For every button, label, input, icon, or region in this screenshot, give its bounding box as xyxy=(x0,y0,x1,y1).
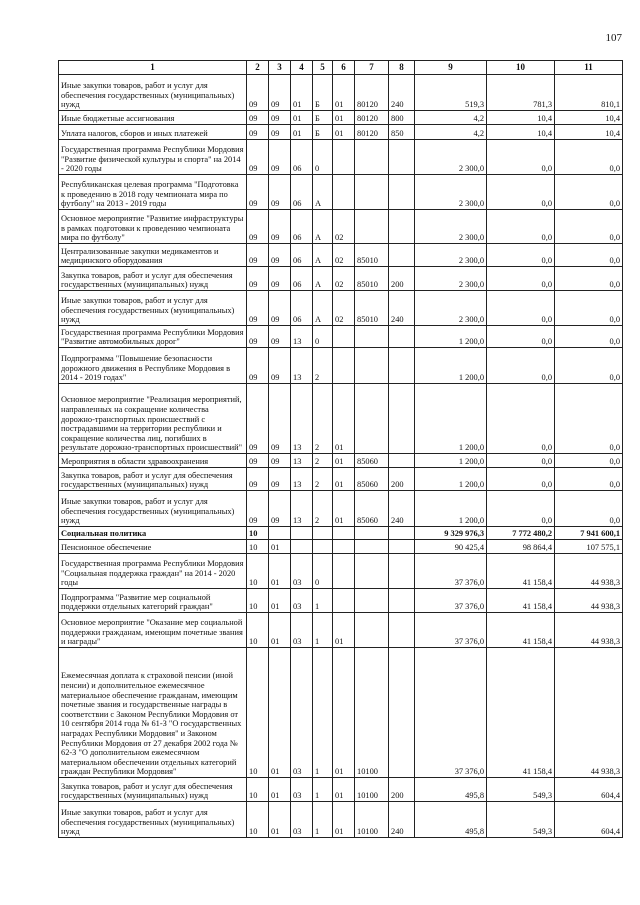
section-code: 10 xyxy=(247,527,269,540)
amount-col11: 44 938,3 xyxy=(555,613,623,648)
row-name: Подпрограмма "Развитие мер социальной поддержки отдельных категорий граждан" xyxy=(59,589,247,613)
program-code: 06 xyxy=(291,140,313,175)
header-row xyxy=(59,61,623,75)
activity-code: 01 xyxy=(333,648,355,778)
activity-code xyxy=(333,540,355,554)
amount-col9: 4,2 xyxy=(415,111,487,125)
expense-type-code xyxy=(389,210,415,244)
expense-type-code: 240 xyxy=(389,291,415,326)
direction-code xyxy=(355,140,389,175)
row-name: Иные закупки товаров, работ и услуг для обеспечения государственных (муниципальных) нужд xyxy=(59,491,247,527)
row-name: Республиканская целевая программа "Подготовка к проведению в 2018 году чемпионата мира по футболу" на 2013 - 2019 годы xyxy=(59,175,247,210)
expense-type-code xyxy=(389,554,415,589)
subsection-code: 09 xyxy=(269,267,291,291)
program-code: 13 xyxy=(291,491,313,527)
table-row xyxy=(59,802,623,838)
section-code: 09 xyxy=(247,75,269,111)
budget-table-body xyxy=(59,75,623,838)
amount-col11: 0,0 xyxy=(555,267,623,291)
direction-code: 85010 xyxy=(355,267,389,291)
header-cell: 3 xyxy=(269,61,291,75)
amount-col9: 2 300,0 xyxy=(415,267,487,291)
row-name: Иные закупки товаров, работ и услуг для обеспечения государственных (муниципальных) нужд xyxy=(59,291,247,326)
subsection-code: 01 xyxy=(269,589,291,613)
amount-col11: 0,0 xyxy=(555,491,623,527)
expense-type-code xyxy=(389,527,415,540)
subprogram-code: 0 xyxy=(313,140,333,175)
expense-type-code: 200 xyxy=(389,468,415,491)
amount-col11: 107 575,1 xyxy=(555,540,623,554)
section-code: 09 xyxy=(247,175,269,210)
amount-col10: 10,4 xyxy=(487,125,555,140)
activity-code: 01 xyxy=(333,111,355,125)
row-name: Государственная программа Республики Мордовия "Социальная поддержка граждан" на 2014 - 2020 годы xyxy=(59,554,247,589)
direction-code xyxy=(355,527,389,540)
activity-code: 01 xyxy=(333,468,355,491)
amount-col10: 0,0 xyxy=(487,348,555,384)
program-code: 03 xyxy=(291,589,313,613)
header-cell: 10 xyxy=(487,61,555,75)
subprogram-code: А xyxy=(313,267,333,291)
amount-col9: 1 200,0 xyxy=(415,326,487,348)
subsection-code: 01 xyxy=(269,802,291,838)
amount-col10: 41 158,4 xyxy=(487,589,555,613)
activity-code: 01 xyxy=(333,778,355,802)
program-code: 01 xyxy=(291,125,313,140)
section-code: 09 xyxy=(247,140,269,175)
activity-code: 01 xyxy=(333,613,355,648)
amount-col11: 810,1 xyxy=(555,75,623,111)
activity-code xyxy=(333,348,355,384)
activity-code xyxy=(333,589,355,613)
direction-code xyxy=(355,384,389,454)
section-code: 10 xyxy=(247,648,269,778)
expense-type-code xyxy=(389,348,415,384)
subsection-code: 01 xyxy=(269,613,291,648)
subsection-code: 09 xyxy=(269,244,291,267)
table-row xyxy=(59,454,623,468)
amount-col11: 0,0 xyxy=(555,384,623,454)
row-name: Государственная программа Республики Мордовия "Развитие физической культуры и спорта" на 2014 - 2020 годы xyxy=(59,140,247,175)
amount-col11: 0,0 xyxy=(555,140,623,175)
section-code: 09 xyxy=(247,326,269,348)
direction-code: 10100 xyxy=(355,648,389,778)
program-code xyxy=(291,540,313,554)
expense-type-code xyxy=(389,540,415,554)
subprogram-code xyxy=(313,540,333,554)
amount-col11: 0,0 xyxy=(555,326,623,348)
subprogram-code: 2 xyxy=(313,468,333,491)
amount-col10: 41 158,4 xyxy=(487,648,555,778)
subprogram-code: Б xyxy=(313,125,333,140)
row-name: Основное мероприятие "Реализация мероприятий, направленных на сокращение количества дорожно-транспортных происшествий с пострадавшими на территории республики и сокращение количества лиц, погибших в результате дорожно-транспортных происшествий" xyxy=(59,384,247,454)
row-name: Основное мероприятие "Развитие инфраструктуры в рамках подготовки к проведению чемпионата мира по футболу" xyxy=(59,210,247,244)
section-code: 09 xyxy=(247,125,269,140)
expense-type-code: 240 xyxy=(389,75,415,111)
activity-code: 02 xyxy=(333,244,355,267)
header-cell: 6 xyxy=(333,61,355,75)
subsection-code: 09 xyxy=(269,291,291,326)
amount-col9: 1 200,0 xyxy=(415,454,487,468)
row-name: Мероприятия в области здравоохранения xyxy=(59,454,247,468)
subsection-code: 09 xyxy=(269,468,291,491)
direction-code: 80120 xyxy=(355,111,389,125)
direction-code xyxy=(355,348,389,384)
section-code: 10 xyxy=(247,778,269,802)
amount-col11: 10,4 xyxy=(555,125,623,140)
activity-code: 01 xyxy=(333,454,355,468)
direction-code xyxy=(355,175,389,210)
amount-col9: 495,8 xyxy=(415,802,487,838)
expense-type-code: 240 xyxy=(389,802,415,838)
subsection-code: 01 xyxy=(269,540,291,554)
table-row xyxy=(59,111,623,125)
table-row xyxy=(59,648,623,778)
amount-col11: 44 938,3 xyxy=(555,554,623,589)
program-code: 03 xyxy=(291,778,313,802)
table-row xyxy=(59,554,623,589)
subprogram-code: 1 xyxy=(313,613,333,648)
section-code: 09 xyxy=(247,454,269,468)
table-row xyxy=(59,527,623,540)
header-cell: 9 xyxy=(415,61,487,75)
section-code: 10 xyxy=(247,540,269,554)
amount-col10: 0,0 xyxy=(487,384,555,454)
amount-col9: 1 200,0 xyxy=(415,348,487,384)
table-row xyxy=(59,613,623,648)
subprogram-code: 1 xyxy=(313,778,333,802)
amount-col11: 44 938,3 xyxy=(555,589,623,613)
expense-type-code: 200 xyxy=(389,267,415,291)
program-code: 06 xyxy=(291,267,313,291)
program-code: 06 xyxy=(291,291,313,326)
program-code: 01 xyxy=(291,75,313,111)
program-code: 13 xyxy=(291,468,313,491)
table-row xyxy=(59,540,623,554)
program-code: 06 xyxy=(291,210,313,244)
direction-code: 10100 xyxy=(355,778,389,802)
table-row xyxy=(59,384,623,454)
subsection-code: 01 xyxy=(269,554,291,589)
amount-col10: 41 158,4 xyxy=(487,554,555,589)
amount-col11: 0,0 xyxy=(555,291,623,326)
subsection-code: 09 xyxy=(269,210,291,244)
subsection-code: 09 xyxy=(269,348,291,384)
subprogram-code: А xyxy=(313,291,333,326)
table-row xyxy=(59,326,623,348)
amount-col9: 1 200,0 xyxy=(415,384,487,454)
row-name: Иные закупки товаров, работ и услуг для обеспечения государственных (муниципальных) нужд xyxy=(59,75,247,111)
subsection-code: 01 xyxy=(269,648,291,778)
table-row xyxy=(59,491,623,527)
direction-code xyxy=(355,554,389,589)
expense-type-code xyxy=(389,244,415,267)
direction-code xyxy=(355,613,389,648)
subprogram-code: 2 xyxy=(313,491,333,527)
subsection-code: 09 xyxy=(269,175,291,210)
amount-col9: 2 300,0 xyxy=(415,175,487,210)
amount-col10: 549,3 xyxy=(487,802,555,838)
expense-type-code xyxy=(389,175,415,210)
section-code: 09 xyxy=(247,244,269,267)
expense-type-code xyxy=(389,648,415,778)
subprogram-code: А xyxy=(313,210,333,244)
header-cell: 5 xyxy=(313,61,333,75)
amount-col9: 495,8 xyxy=(415,778,487,802)
row-name: Централизованные закупки медикаментов и медицинского оборудования xyxy=(59,244,247,267)
subsection-code: 09 xyxy=(269,491,291,527)
subprogram-code: А xyxy=(313,175,333,210)
amount-col9: 519,3 xyxy=(415,75,487,111)
amount-col9: 1 200,0 xyxy=(415,468,487,491)
amount-col10: 0,0 xyxy=(487,267,555,291)
section-code: 10 xyxy=(247,802,269,838)
amount-col9: 37 376,0 xyxy=(415,648,487,778)
subprogram-code xyxy=(313,527,333,540)
activity-code: 02 xyxy=(333,267,355,291)
direction-code xyxy=(355,540,389,554)
direction-code: 80120 xyxy=(355,125,389,140)
subsection-code: 09 xyxy=(269,326,291,348)
amount-col11: 0,0 xyxy=(555,244,623,267)
direction-code xyxy=(355,326,389,348)
row-name: Закупка товаров, работ и услуг для обеспечения государственных (муниципальных) нужд xyxy=(59,267,247,291)
amount-col10: 0,0 xyxy=(487,291,555,326)
direction-code: 85060 xyxy=(355,491,389,527)
amount-col11: 0,0 xyxy=(555,468,623,491)
table-row xyxy=(59,210,623,244)
table-row xyxy=(59,125,623,140)
expense-type-code: 850 xyxy=(389,125,415,140)
row-name: Иные бюджетные ассигнования xyxy=(59,111,247,125)
table-row xyxy=(59,244,623,267)
row-name: Закупка товаров, работ и услуг для обеспечения государственных (муниципальных) нужд xyxy=(59,778,247,802)
subprogram-code: Б xyxy=(313,75,333,111)
amount-col11: 10,4 xyxy=(555,111,623,125)
section-code: 09 xyxy=(247,267,269,291)
table-row xyxy=(59,75,623,111)
direction-code: 85060 xyxy=(355,468,389,491)
direction-code xyxy=(355,210,389,244)
amount-col10: 98 864,4 xyxy=(487,540,555,554)
direction-code: 80120 xyxy=(355,75,389,111)
amount-col9: 9 329 976,3 xyxy=(415,527,487,540)
activity-code xyxy=(333,326,355,348)
section-code: 09 xyxy=(247,348,269,384)
amount-col11: 0,0 xyxy=(555,348,623,384)
subsection-code: 09 xyxy=(269,125,291,140)
amount-col11: 7 941 600,1 xyxy=(555,527,623,540)
subprogram-code: Б xyxy=(313,111,333,125)
section-code: 09 xyxy=(247,111,269,125)
row-name: Основное мероприятие "Оказание мер социальной поддержки гражданам, имеющим почетные звания и награды" xyxy=(59,613,247,648)
amount-col9: 2 300,0 xyxy=(415,140,487,175)
row-name: Уплата налогов, сборов и иных платежей xyxy=(59,125,247,140)
section-code: 10 xyxy=(247,589,269,613)
row-name: Пенсионное обеспечение xyxy=(59,540,247,554)
row-name: Государственная программа Республики Мордовия "Развитие автомобильных дорог" xyxy=(59,326,247,348)
section-code: 09 xyxy=(247,210,269,244)
table-row xyxy=(59,589,623,613)
amount-col9: 2 300,0 xyxy=(415,291,487,326)
subsection-code: 09 xyxy=(269,140,291,175)
amount-col10: 0,0 xyxy=(487,175,555,210)
row-name: Закупка товаров, работ и услуг для обеспечения государственных (муниципальных) нужд xyxy=(59,468,247,491)
subprogram-code: 1 xyxy=(313,589,333,613)
amount-col11: 604,4 xyxy=(555,802,623,838)
program-code: 03 xyxy=(291,613,313,648)
row-name: Ежемесячная доплата к страховой пенсии (иной пенсии) и дополнительное ежемесячное материальное обеспечение гражданам, имеющим почетные звания и государственные награды в соответствии с Законом Республики Мордовия от 10 сентября 2014 года № 61-З "О государственных наградах Республики Мордовия" и Законом Республики Мордовия от 27 декабря 2002 года № 62-З "О дополнительном ежемесячном материальном обеспечении отдельных категорий граждан Республики Мордовия" xyxy=(59,648,247,778)
header-cell: 1 xyxy=(59,61,247,75)
amount-col10: 0,0 xyxy=(487,244,555,267)
amount-col10: 10,4 xyxy=(487,111,555,125)
amount-col9: 37 376,0 xyxy=(415,554,487,589)
section-code: 09 xyxy=(247,384,269,454)
program-code: 13 xyxy=(291,384,313,454)
amount-col9: 4,2 xyxy=(415,125,487,140)
table-row xyxy=(59,348,623,384)
subprogram-code: 0 xyxy=(313,326,333,348)
subprogram-code: 2 xyxy=(313,348,333,384)
subprogram-code: 2 xyxy=(313,454,333,468)
amount-col11: 44 938,3 xyxy=(555,648,623,778)
expense-type-code: 800 xyxy=(389,111,415,125)
section-code: 09 xyxy=(247,291,269,326)
amount-col9: 37 376,0 xyxy=(415,589,487,613)
expense-type-code: 240 xyxy=(389,491,415,527)
amount-col10: 0,0 xyxy=(487,140,555,175)
program-code: 13 xyxy=(291,454,313,468)
subprogram-code: 1 xyxy=(313,648,333,778)
expense-type-code: 200 xyxy=(389,778,415,802)
row-name: Социальная политика xyxy=(59,527,247,540)
header-cell: 8 xyxy=(389,61,415,75)
direction-code: 85010 xyxy=(355,291,389,326)
amount-col10: 781,3 xyxy=(487,75,555,111)
table-row xyxy=(59,468,623,491)
subsection-code: 01 xyxy=(269,778,291,802)
program-code: 06 xyxy=(291,244,313,267)
activity-code xyxy=(333,554,355,589)
expense-type-code xyxy=(389,454,415,468)
amount-col9: 37 376,0 xyxy=(415,613,487,648)
activity-code xyxy=(333,140,355,175)
activity-code: 01 xyxy=(333,125,355,140)
amount-col9: 1 200,0 xyxy=(415,491,487,527)
program-code: 03 xyxy=(291,802,313,838)
amount-col10: 7 772 480,2 xyxy=(487,527,555,540)
program-code: 01 xyxy=(291,111,313,125)
program-code: 06 xyxy=(291,175,313,210)
subprogram-code: 0 xyxy=(313,554,333,589)
program-code: 13 xyxy=(291,326,313,348)
header-cell: 2 xyxy=(247,61,269,75)
amount-col10: 0,0 xyxy=(487,326,555,348)
budget-table xyxy=(58,60,623,838)
section-code: 10 xyxy=(247,613,269,648)
amount-col11: 0,0 xyxy=(555,210,623,244)
direction-code: 85010 xyxy=(355,244,389,267)
expense-type-code xyxy=(389,589,415,613)
amount-col9: 2 300,0 xyxy=(415,210,487,244)
subsection-code: 09 xyxy=(269,454,291,468)
header-cell: 7 xyxy=(355,61,389,75)
activity-code: 02 xyxy=(333,210,355,244)
expense-type-code xyxy=(389,326,415,348)
program-code: 13 xyxy=(291,348,313,384)
subsection-code xyxy=(269,527,291,540)
table-row xyxy=(59,291,623,326)
header-cell: 11 xyxy=(555,61,623,75)
activity-code xyxy=(333,527,355,540)
activity-code: 01 xyxy=(333,75,355,111)
amount-col11: 0,0 xyxy=(555,175,623,210)
amount-col10: 0,0 xyxy=(487,468,555,491)
page-number: 107 xyxy=(605,32,622,44)
section-code: 09 xyxy=(247,491,269,527)
expense-type-code xyxy=(389,613,415,648)
header-cell: 4 xyxy=(291,61,313,75)
amount-col11: 0,0 xyxy=(555,454,623,468)
subprogram-code: 2 xyxy=(313,384,333,454)
row-name: Иные закупки товаров, работ и услуг для обеспечения государственных (муниципальных) нужд xyxy=(59,802,247,838)
amount-col10: 0,0 xyxy=(487,454,555,468)
amount-col10: 41 158,4 xyxy=(487,613,555,648)
activity-code: 01 xyxy=(333,491,355,527)
table-row xyxy=(59,267,623,291)
direction-code: 85060 xyxy=(355,454,389,468)
direction-code: 10100 xyxy=(355,802,389,838)
program-code: 03 xyxy=(291,554,313,589)
table-row xyxy=(59,778,623,802)
table-row xyxy=(59,175,623,210)
section-code: 10 xyxy=(247,554,269,589)
amount-col9: 90 425,4 xyxy=(415,540,487,554)
activity-code: 02 xyxy=(333,291,355,326)
amount-col10: 0,0 xyxy=(487,491,555,527)
activity-code xyxy=(333,175,355,210)
program-code: 03 xyxy=(291,648,313,778)
amount-col10: 549,3 xyxy=(487,778,555,802)
subsection-code: 09 xyxy=(269,111,291,125)
expense-type-code xyxy=(389,140,415,175)
amount-col11: 604,4 xyxy=(555,778,623,802)
subprogram-code: 1 xyxy=(313,802,333,838)
subprogram-code: А xyxy=(313,244,333,267)
activity-code: 01 xyxy=(333,384,355,454)
direction-code xyxy=(355,589,389,613)
section-code: 09 xyxy=(247,468,269,491)
subsection-code: 09 xyxy=(269,384,291,454)
activity-code: 01 xyxy=(333,802,355,838)
subsection-code: 09 xyxy=(269,75,291,111)
program-code xyxy=(291,527,313,540)
table-row xyxy=(59,140,623,175)
row-name: Подпрограмма "Повышение безопасности дорожного движения в Республике Мордовия в 2014 - 2019 годах" xyxy=(59,348,247,384)
expense-type-code xyxy=(389,384,415,454)
amount-col10: 0,0 xyxy=(487,210,555,244)
amount-col9: 2 300,0 xyxy=(415,244,487,267)
